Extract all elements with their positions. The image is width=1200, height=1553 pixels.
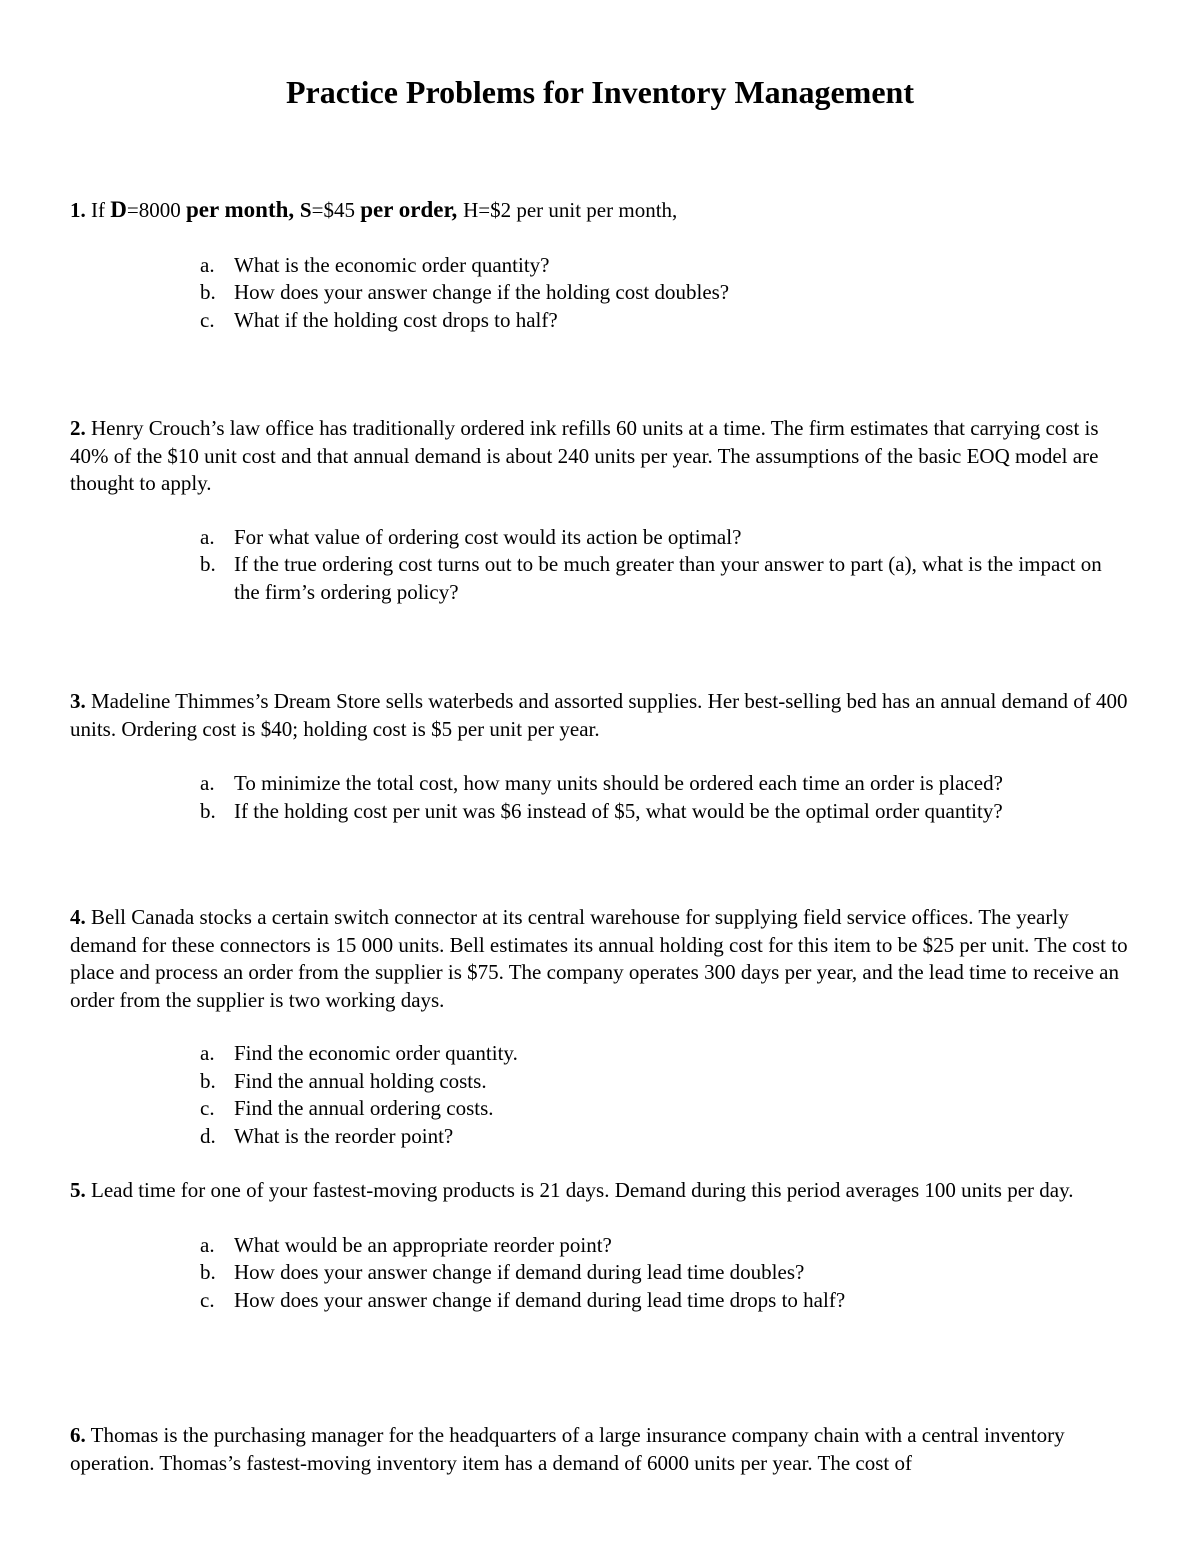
problem-2-parts <box>70 524 1130 607</box>
problem-number: 6. <box>70 1423 86 1447</box>
list-item: c. Find the annual ordering costs. <box>200 1096 494 1120</box>
problem-5-parts <box>70 1232 1130 1315</box>
problem-5-text: 5. Lead time for one of your fastest-moving products is 21 days. Demand during this period averages 100 units per day. <box>70 1178 1074 1202</box>
list-item: b. Find the annual holding costs. <box>200 1068 487 1093</box>
problem-5 <box>70 1177 1130 1314</box>
problem-3-parts <box>70 770 1130 825</box>
problem-number: 1. <box>70 198 86 222</box>
problem-4 <box>70 904 1130 1150</box>
problem-3-text: 3. Madeline Thimmes’s Dream Store sells waterbeds and assorted supplies. Her best-selling bed has an annual demand of 400 units. Ordering cost is $40; holding cost is $5 per unit per year. <box>70 689 1128 741</box>
problem-number: 2. <box>70 416 86 440</box>
list-item: a. To minimize the total cost, how many units should be ordered each time an order is placed? <box>200 771 1003 795</box>
list-item: b. If the true ordering cost turns out to be much greater than your answer to part (a), what is the impact on the firm’s ordering policy? <box>200 552 1102 604</box>
problem-number: 4. <box>70 905 86 929</box>
problem-1-text: 1. If D=8000 per month, S=$45 per order, H=$2 per unit per month, <box>70 197 678 222</box>
problem-number: 3. <box>70 689 86 713</box>
problem-4-parts <box>70 1040 1130 1150</box>
problem-2-text: 2. Henry Crouch’s law office has traditionally ordered ink refills 60 units at a time. The firm estimates that carrying cost is 40% of the $10 unit cost and that annual demand is about 240 units per year. The assumptions of the basic EOQ model are thought to apply. <box>70 416 1099 495</box>
list-item: b. How does your answer change if demand during lead time doubles? <box>200 1260 805 1284</box>
problem-2 <box>70 415 1130 606</box>
list-item: a. What is the economic order quantity? <box>200 252 550 277</box>
list-item: c. What if the holding cost drops to half? <box>200 307 558 332</box>
list-item: b. How does your answer change if the holding cost doubles? <box>200 280 730 304</box>
problem-1-parts <box>70 252 1130 335</box>
problem-6-text: 6. Thomas is the purchasing manager for the headquarters of a large insurance company chain with a central inventory operation. Thomas’s fastest-moving inventory item has a demand of 6000 units per year. The cost of <box>70 1423 1065 1475</box>
list-item: c. How does your answer change if demand during lead time drops to half? <box>200 1287 846 1312</box>
list-item: a. What would be an appropriate reorder point? <box>200 1232 612 1257</box>
problem-1 <box>70 196 1130 334</box>
list-item: a. For what value of ordering cost would its action be optimal? <box>200 524 742 549</box>
list-item: d. What is the reorder point? <box>200 1123 454 1148</box>
problem-6 <box>70 1422 1130 1477</box>
problem-3 <box>70 688 1130 825</box>
page-title: Practice Problems for Inventory Management <box>286 74 914 110</box>
list-item: a. Find the economic order quantity. <box>200 1041 518 1065</box>
problem-4-text: 4. Bell Canada stocks a certain switch connector at its central warehouse for supplying field service offices. The yearly demand for these connectors is 15 000 units. Bell estimates its annual holding cost for this item to be $25 per unit. The cost to place and process an order from the supplier is $75. The company operates 300 days per year, and the lead time to receive an order from the supplier is two working days. <box>70 905 1128 1012</box>
problem-number: 5. <box>70 1178 86 1202</box>
list-item: b. If the holding cost per unit was $6 instead of $5, what would be the optimal order quantity? <box>200 798 1003 823</box>
